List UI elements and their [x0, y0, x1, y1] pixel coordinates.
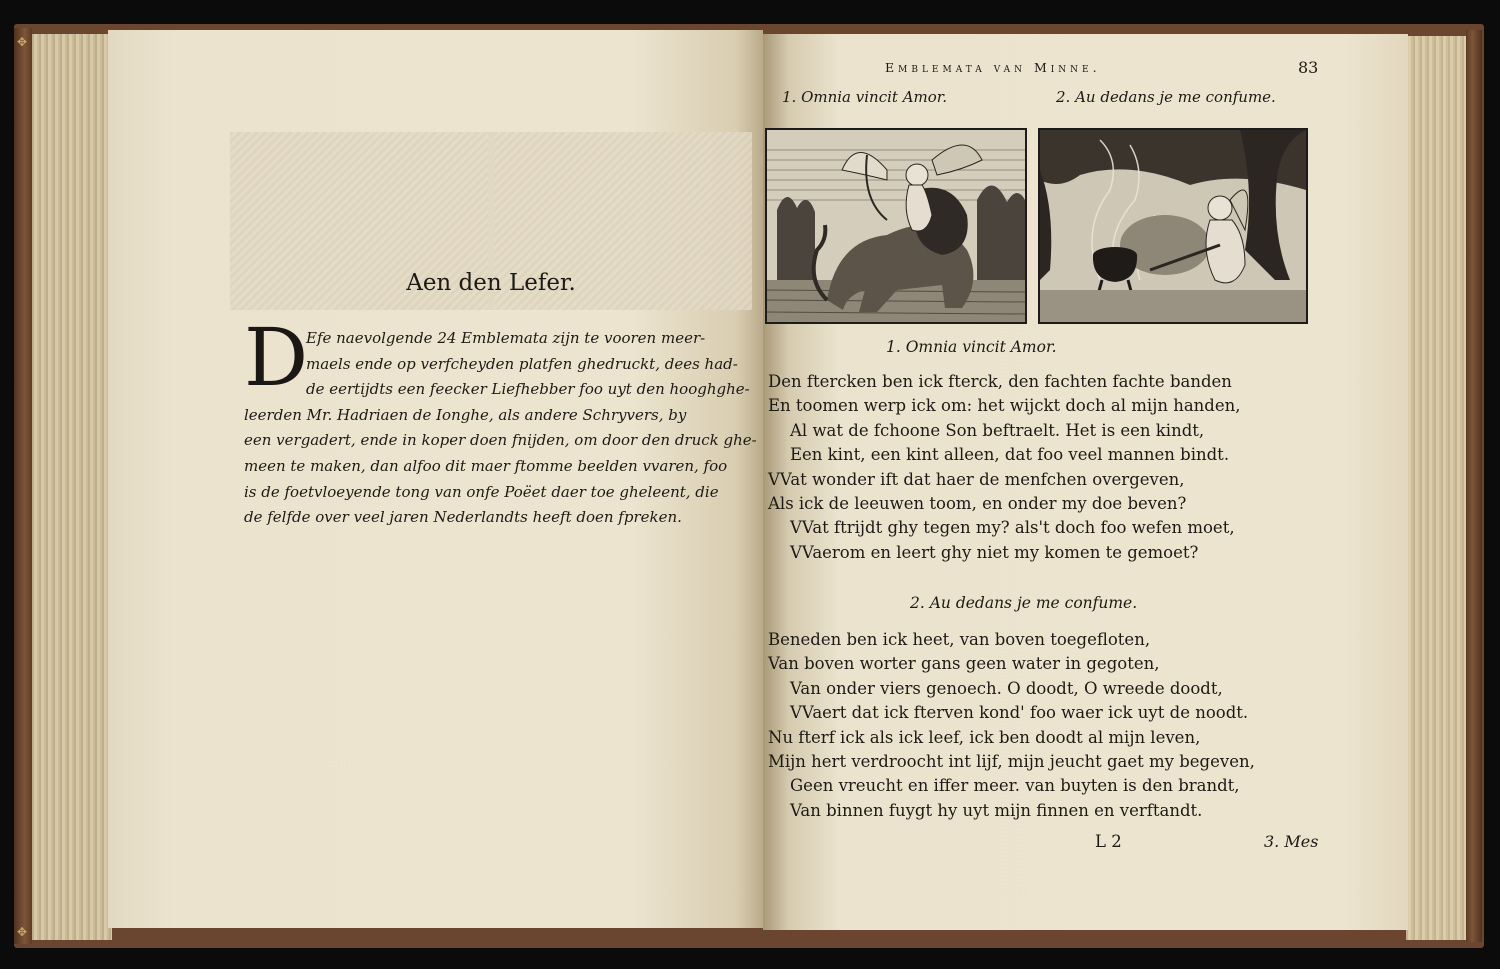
text-line: maels ende op verfcheyden platfen ghedruckt, dees had- — [306, 354, 738, 373]
running-head: Emblemata van Minne. — [885, 60, 1101, 75]
text-line: leerden Mr. Hadriaen de Ionghe, als andere Schryvers, by — [244, 405, 687, 424]
verse-line: En toomen werp ick om: het wijckt doch al mijn handen, — [768, 396, 1241, 416]
gilt-ornament-icon: ✥ — [16, 925, 28, 939]
verse-line: VVat wonder ift dat haer de menfchen overgeven, — [768, 469, 1185, 489]
left-page-edges — [32, 34, 112, 940]
page-number: 83 — [1298, 58, 1319, 77]
verse-line: Geen vreucht en iffer meer. van buyten is den brandt, — [790, 776, 1240, 796]
verse-line: VVaerom en leert ghy niet my komen te gemoet? — [790, 542, 1199, 562]
plate-caption-1: 1. Omnia vincit Amor. — [782, 88, 948, 106]
text-line: een vergadert, ende in koper doen fnijden, om door den druck ghe- — [244, 431, 757, 450]
text-line: de eertijdts een feecker Liefhebber foo uyt den hooghghe- — [306, 380, 750, 399]
text-line: de felfde over veel jaren Nederlandts heeft doen fpreken. — [244, 508, 682, 527]
text-line: Efe naevolgende 24 Emblemata zijn te vooren meer- — [306, 329, 706, 347]
verse-line: VVaert dat ick fterven kond' foo waer ick uyt de noodt. — [790, 703, 1249, 723]
verse-line: Beneden ben ick heet, van boven toegefloten, — [768, 630, 1151, 649]
engraving-plate-1 — [765, 128, 1027, 324]
text-line: is de foetvloeyende tong van onfe Poëet daer toe gheleent, die — [244, 482, 719, 501]
verse-line: Mijn hert verdroocht int lijf, mijn jeucht gaet my begeven, — [768, 752, 1255, 772]
fire-pot-cupid-engraving-icon — [1040, 130, 1306, 322]
verse-line: Den ftercken ben ick fterck, den fachten fachte banden — [768, 372, 1232, 391]
right-binding — [1466, 30, 1482, 942]
left-binding — [14, 28, 32, 944]
poem-2 — [768, 628, 1328, 823]
engraving-plate-2 — [1038, 128, 1308, 324]
drop-cap: D — [244, 311, 309, 404]
left-page-heading: Aen den Lefer. — [406, 270, 576, 296]
verse-line: Al wat de fchoone Son beftraelt. Het is een kindt, — [790, 420, 1205, 440]
poem-1-title: 1. Omnia vincit Amor. — [886, 338, 1057, 356]
verse-line: Van onder viers genoech. O doodt, O wreede doodt, — [790, 678, 1223, 698]
text-line: meen te maken, dan alfoo dit maer ftomme beelden vvaren, foo — [244, 456, 728, 475]
preface-text — [244, 326, 757, 531]
poem-2-title: 2. Au dedans je me confume. — [910, 594, 1138, 612]
verse-line: Nu fterf ick als ick leef, ick ben doodt al mijn leven, — [768, 727, 1201, 747]
poem-1 — [768, 370, 1328, 565]
right-page-edges — [1406, 36, 1466, 940]
verse-line: Van binnen fuygt hy uyt mijn finnen en verftandt. — [790, 800, 1203, 820]
plate-caption-2: 2. Au dedans je me confume. — [1056, 88, 1276, 106]
catchword: 3. Mes — [1264, 832, 1319, 851]
verse-line: Van boven worter gans geen water in gegoten, — [768, 654, 1160, 674]
verse-line: Als ick de leeuwen toom, en onder my doe beven? — [768, 494, 1187, 514]
lion-cupid-engraving-icon — [767, 130, 1025, 322]
verse-line: VVat ftrijdt ghy tegen my? als't doch foo wefen moet, — [790, 518, 1235, 538]
verse-line: Een kint, een kint alleen, dat foo veel mannen bindt. — [790, 445, 1230, 465]
signature-mark: L 2 — [1095, 832, 1122, 851]
gilt-ornament-icon: ✥ — [16, 35, 28, 49]
